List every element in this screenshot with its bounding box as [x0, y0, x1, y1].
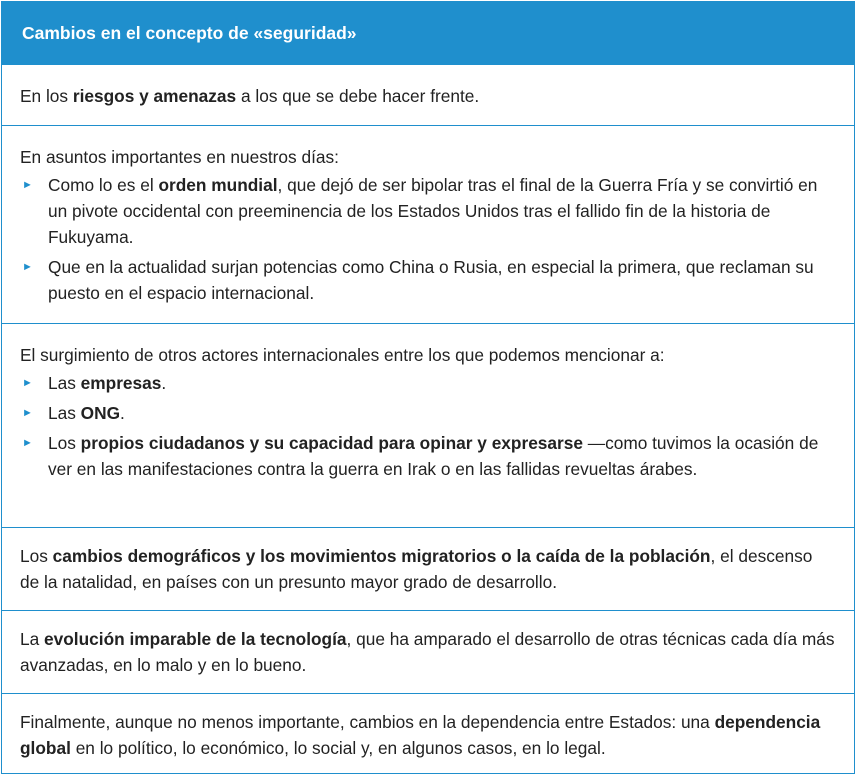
row-global-dependence [2, 693, 854, 774]
row-risks [2, 64, 854, 125]
bullet-list [20, 172, 836, 306]
row-international-actors [2, 323, 854, 527]
row-demographics [2, 527, 854, 610]
row-intro: En asuntos importantes en nuestros días: [20, 147, 339, 167]
row-text: Los cambios demográficos y los movimientos migratorios o la caída de la población, el descenso de la natalidad, en países con un presunto mayor grado de desarrollo. [20, 546, 813, 592]
table-header [2, 2, 854, 64]
bullet-arrow-icon: ► [22, 407, 33, 419]
bullet-arrow-icon: ► [22, 437, 33, 449]
list-item: ► Las ONG. [20, 400, 836, 426]
list-item: ► Las empresas. [20, 370, 836, 396]
bullet-list [20, 370, 836, 482]
security-concept-table [1, 1, 855, 774]
list-item: ► Que en la actualidad surjan potencias como China o Rusia, en especial la primera, que reclaman su puesto en el espacio internacional. [20, 254, 836, 306]
row-important-matters [2, 125, 854, 323]
row-technology [2, 610, 854, 693]
list-item: ► Como lo es el orden mundial, que dejó de ser bipolar tras el final de la Guerra Fría y se convirtió en un pivote occidental con preeminencia de los Estados Unidos tras el fallido fin de la historia de Fukuyama. [20, 172, 836, 250]
row-text: La evolución imparable de la tecnología, que ha amparado el desarrollo de otras técnicas cada día más avanzadas, en lo malo y en lo bueno. [20, 629, 835, 675]
bullet-arrow-icon: ► [22, 377, 33, 389]
row-intro: El surgimiento de otros actores internacionales entre los que podemos mencionar a: [20, 345, 665, 365]
row-text: Finalmente, aunque no menos importante, cambios en la dependencia entre Estados: una dependencia global en lo político, lo económico, lo social y, en algunos casos, en lo legal. [20, 712, 821, 758]
row-text: En los riesgos y amenazas a los que se debe hacer frente. [20, 86, 480, 106]
list-item: ► Los propios ciudadanos y su capacidad para opinar y expresarse —como tuvimos la ocasión de ver en las manifestaciones contra la guerra en Irak o en las fallidas revueltas árabes. [20, 430, 836, 482]
bullet-arrow-icon: ► [22, 179, 33, 191]
bullet-arrow-icon: ► [22, 261, 33, 273]
table-title: Cambios en el concepto de «seguridad» [22, 23, 357, 43]
